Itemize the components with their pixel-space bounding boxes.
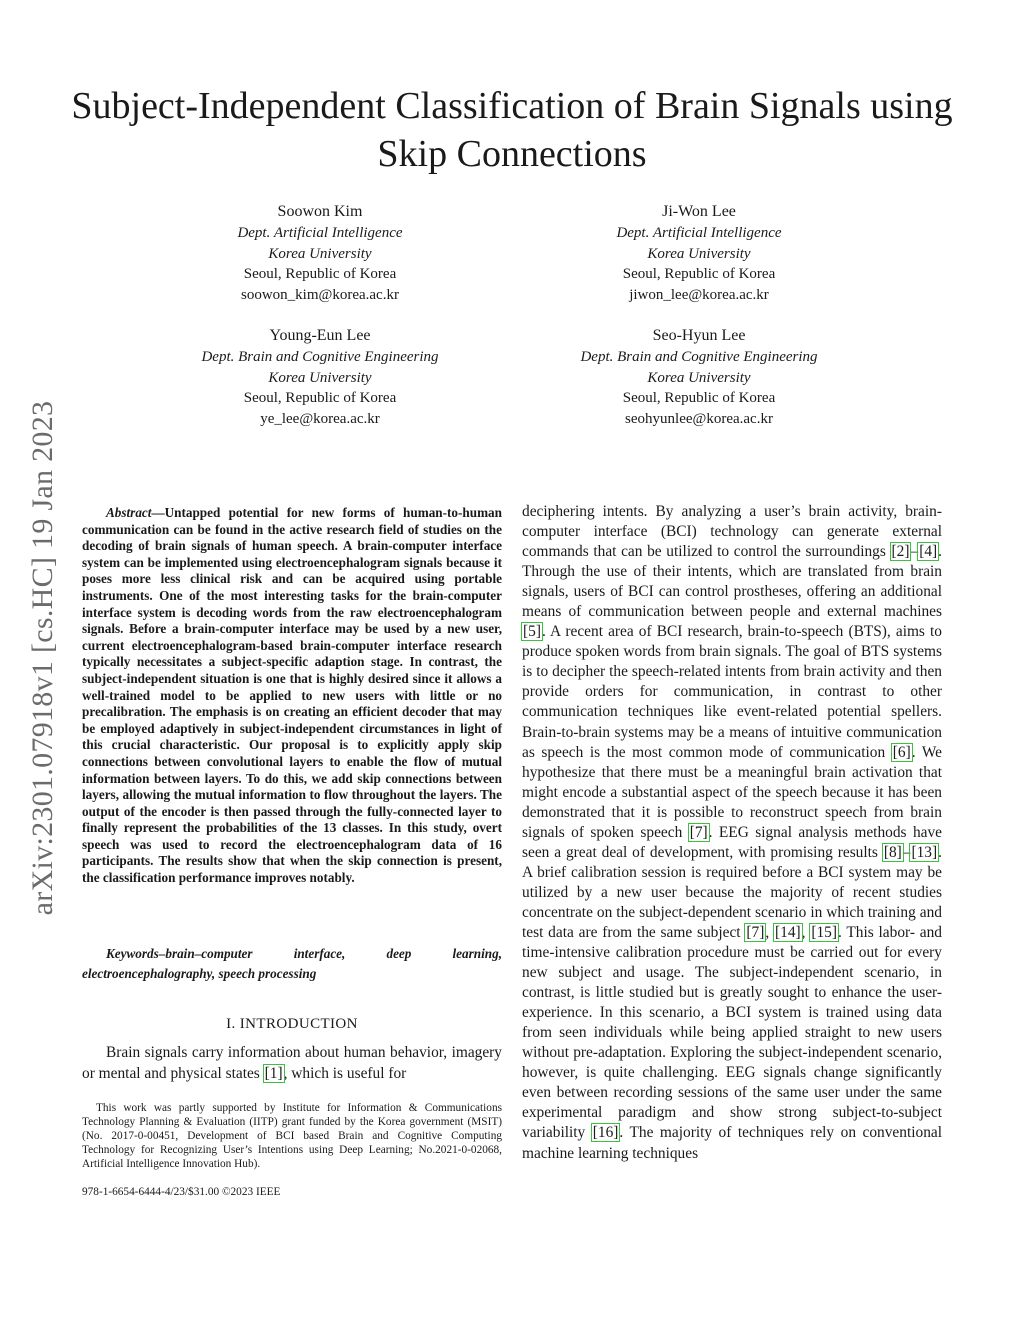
section-heading: I. INTRODUCTION — [226, 1016, 358, 1032]
paper-title: Subject-Independent Classification of Brain Signals using Skip Connections — [71, 85, 953, 175]
citation-link[interactable]: [4] — [919, 543, 938, 561]
intro-text: . A recent area of BCI research, brain-to-speech (BTS), aims to produce spoken words from brain signals. The goal of BTS systems is to decipher the speech-related intents from brain activity and then provide orders for communication, in contrast to other communication techniques like event-related potential spellers. Brain-to-brain systems may be a means of intuitive communication as speech is the most common mode of communication — [522, 623, 942, 761]
author-department: Dept. Artificial Intelligence — [237, 225, 403, 241]
citation-link[interactable]: [1] — [264, 1064, 283, 1082]
author-name: Ji-Won Lee — [662, 203, 736, 220]
intro-text: Brain signals carry information about human behavior, imagery or mental and physical states — [82, 1044, 502, 1082]
intro-text: . Through the use of their intents, which are translated from brain signals, users of BCI can control prostheses, offering an additional means of communication between people and external machines — [522, 543, 942, 621]
citation-link[interactable]: [5] — [523, 623, 541, 641]
intro-text: – — [910, 543, 919, 561]
citation-link[interactable]: [13] — [911, 843, 938, 861]
author-department: Dept. Brain and Cognitive Engineering — [201, 349, 439, 365]
author-name: Seo-Hyun Lee — [652, 327, 746, 344]
intro-text: . A brief calibration session is required before a BCI system may be utilized by a new user because the majority of recent studies concentrate on the subject-dependent scenario in which training and test data are from the same subject — [522, 843, 942, 941]
author-location: Seoul, Republic of Korea — [622, 266, 776, 283]
citation-link[interactable]: [6] — [892, 743, 911, 761]
intro-paragraph-left — [82, 1043, 502, 1084]
intro-text: , — [765, 923, 774, 941]
author-location: Seoul, Republic of Korea — [622, 390, 776, 407]
author-location: Seoul, Republic of Korea — [243, 390, 397, 407]
author-department: Dept. Brain and Cognitive Engineering — [580, 349, 818, 365]
intro-text: . This labor- and time-intensive calibration procedure must be carried out for every new subject and usage. The subject-independent scenario, in contrast, is little studied but is greatly sought to enhance the user-experience. In this scenario, a BCI system is trained using data from seen individuals while being applied straight to new users without pre-adaptation. Exploring the subject-independent scenario, however, is quite challenging. EEG signals change significantly even between recording sessions of the same user under the same experimental paradigm and show strong subject-to-subject variability — [522, 923, 942, 1142]
abstract — [82, 505, 502, 887]
citation-link[interactable]: [2] — [891, 543, 910, 561]
author-email: jiwon_lee@korea.ac.kr — [629, 286, 769, 303]
author-university: Korea University — [268, 245, 372, 262]
copyright-notice: 978-1-6654-6444-4/23/$31.00 ©2023 IEEE — [82, 1186, 281, 1198]
intro-text: , which is useful for — [283, 1064, 407, 1082]
intro-text: deciphering intents. By analyzing a user’s brain activity, brain-computer interface (BCI) technology can generate external commands that can be utilized to control the surroundings — [522, 503, 942, 561]
citation-link[interactable]: [7] — [689, 823, 708, 841]
abstract-label: Abstract — [106, 505, 152, 520]
author-email: seohyunlee@korea.ac.kr — [625, 410, 773, 427]
author-block — [549, 325, 849, 429]
citation-link[interactable]: [16] — [592, 1124, 619, 1142]
author-name: Soowon Kim — [277, 203, 363, 220]
author-department: Dept. Artificial Intelligence — [616, 225, 782, 241]
arxiv-identifier-stamp: arXiv:2301.07918v1 [cs.HC] 19 Jan 2023 — [26, 400, 59, 916]
author-email: ye_lee@korea.ac.kr — [260, 410, 380, 427]
intro-text: – — [902, 843, 911, 861]
citation-link[interactable]: [8] — [883, 843, 902, 861]
citation-link[interactable]: [7] — [746, 923, 765, 941]
author-university: Korea University — [268, 369, 372, 386]
intro-text: , — [801, 923, 811, 941]
author-email: soowon_kim@korea.ac.kr — [241, 286, 399, 303]
author-location: Seoul, Republic of Korea — [243, 266, 397, 283]
intro-text: . The majority of techniques rely on conventional machine learning techniques — [522, 1124, 942, 1162]
author-university: Korea University — [647, 245, 751, 262]
author-block — [549, 201, 849, 305]
author-block — [170, 325, 470, 429]
keywords: Keywords–brain–computer interface, deep learning, electroencephalography, speech processing — [82, 946, 502, 981]
citation-link[interactable]: [15] — [811, 923, 837, 941]
author-university: Korea University — [647, 369, 751, 386]
author-block — [170, 201, 470, 305]
author-name: Young-Eun Lee — [269, 327, 371, 344]
intro-text: . We hypothesize that there must be a meaningful brain activation that might encode a substantial aspect of the speech because it has been demonstrated that it is possible to reconstruct speech from brain signals of spoken speech — [522, 743, 943, 841]
intro-text: . EEG signal analysis methods have seen a great deal of development, with promising results — [522, 823, 942, 861]
abstract-text: —Untapped potential for new forms of human-to-human communication can be found in the active research field of studies on the decoding of brain signals of human speech. A brain-computer interface system can be implemented using electroencephalogram signals because it poses more less clinical risk and can be acquired using portable instruments. One of the most interesting tasks for the brain-computer interface system is decoding words from the raw electroencephalogram signals. Before a brain-computer interface may be used by a new user, current electroencephalogram-based brain-computer interface research typically necessitates a subject-specific adaption stage. In contrast, the subject-independent situation is one that is highly desired since it allows a well-trained model to be applied to new users with little or no precalibration. The emphasis is on creating an efficient decoder that may be employed adaptively in subject-independent circumstances in light of this crucial characteristic. Our proposal is to explicitly apply skip connections between convolutional layers to enable the flow of mutual information between layers. To do this, we add skip connections between layers, allowing the mutual information to flow throughout the layers. The output of the encoder is then passed through the fully-connected layer to finally represent the probabilities of the 13 classes. In this study, overt speech was used to record the electroencephalogram data of 16 participants. The results show that when the skip connection is present, the classification performance improves notably. — [82, 505, 502, 886]
citation-link[interactable]: [14] — [775, 923, 801, 941]
funding-footnote: This work was partly supported by Institute for Information & Communications Technology Planning & Evaluation (IITP) grant funded by the Korea government (MSIT) (No. 2017-0-00451, Development of BCI based Brain and Cognitive Computing Technology for Recognizing User’s Intentions using Deep Learning; No.2021-0-02068, Artificial Intelligence Innovation Hub). — [82, 1102, 502, 1170]
intro-paragraph-right — [522, 502, 942, 1164]
